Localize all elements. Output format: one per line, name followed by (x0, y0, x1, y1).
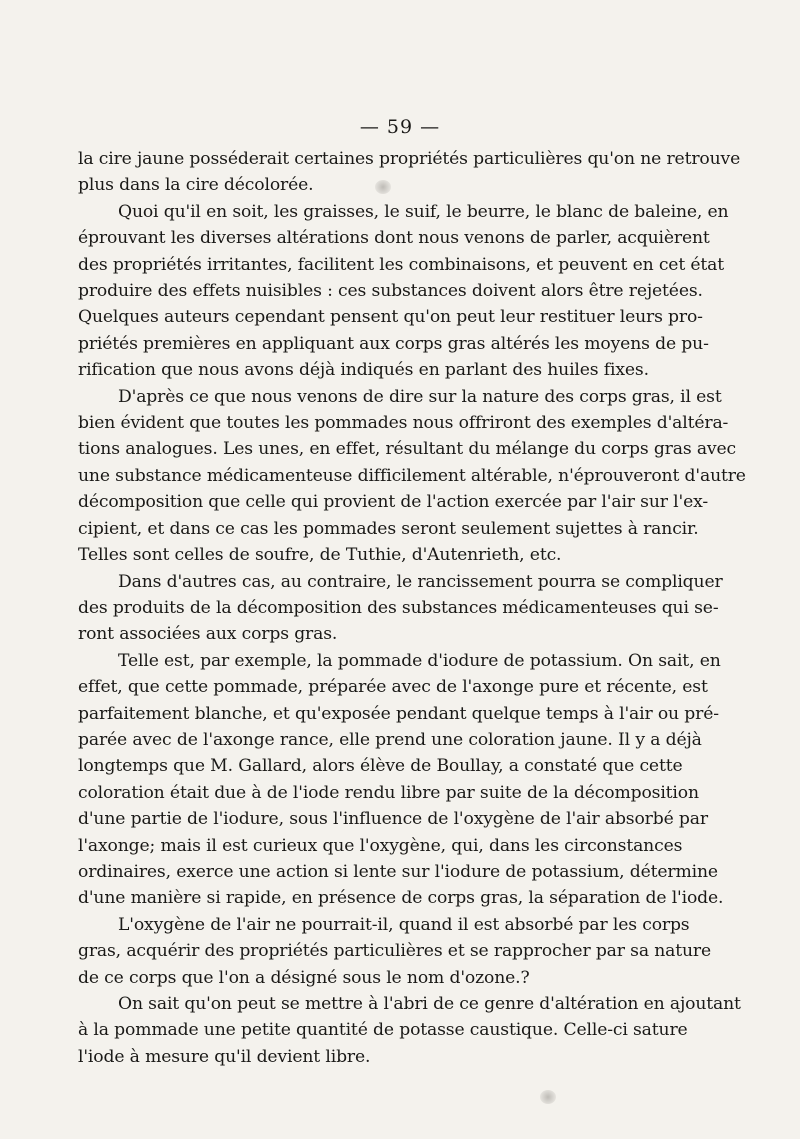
text-line: D'après ce que nous venons de dire sur la nature des corps gras, il est (118, 386, 722, 407)
text-line: produire des effets nuisibles : ces substances doivent alors être rejetées. (78, 281, 703, 302)
text-line: d'une manière si rapide, en présence de corps gras, la séparation de l'iode. (78, 888, 724, 909)
page-number: — 59 — (359, 116, 441, 138)
text-line: éprouvant les diverses altérations dont nous venons de parler, acquièrent (78, 228, 710, 249)
text-line: coloration était due à de l'iode rendu libre par suite de la décomposition (78, 782, 699, 803)
ink-smudge (375, 180, 391, 194)
text-line: des propriétés irritantes, facilitent les combinaisons, et peuvent en cet état (78, 254, 725, 275)
text-line: l'axonge; mais il est curieux que l'oxygène, qui, dans les circonstances (78, 835, 683, 856)
text-line: l'iode à mesure qu'il devient libre. (78, 1046, 371, 1067)
text-line: des produits de la décomposition des substances médicamenteuses qui se- (78, 597, 719, 618)
text-line: ront associées aux corps gras. (78, 624, 338, 645)
text-line: à la pommade une petite quantité de potasse caustique. Celle-ci sature (78, 1020, 688, 1041)
text-line: Telles sont celles de soufre, de Tuthie, d'Autenrieth, etc. (78, 545, 562, 566)
text-line: effet, que cette pommade, préparée avec de l'axonge pure et récente, est (78, 677, 708, 698)
text-line: parfaitement blanche, et qu'exposée pendant quelque temps à l'air ou pré- (78, 703, 719, 724)
text-line: ordinaires, exerce une action si lente sur l'iodure de potassium, détermine (78, 861, 718, 882)
text-line: décomposition que celle qui provient de l'action exercée par l'air sur l'ex- (78, 492, 708, 513)
text-line: une substance médicamenteuse difficilement altérable, n'éprouveront d'autre (78, 465, 746, 486)
text-line: gras, acquérir des propriétés particulières et se rapprocher par sa nature (78, 941, 712, 962)
ink-smudge (540, 1090, 556, 1104)
text-line: Quelques auteurs cependant pensent qu'on peut leur restituer leurs pro- (78, 307, 703, 328)
text-line: parée avec de l'axonge rance, elle prend une coloration jaune. Il y a déjà (78, 729, 702, 750)
text-line: cipient, et dans ce cas les pommades seront seulement sujettes à rancir. (78, 518, 699, 539)
body-text (78, 146, 746, 1070)
text-line: Dans d'autres cas, au contraire, le rancissement pourra se compliquer (118, 571, 723, 592)
text-line: la cire jaune posséderait certaines propriétés particulières qu'on ne retrouve (78, 149, 741, 169)
text-line: priétés premières en appliquant aux corps gras altérés les moyens de pu- (78, 333, 709, 354)
text-line: On sait qu'on peut se mettre à l'abri de ce genre d'altération en ajoutant (118, 994, 741, 1014)
text-line: L'oxygène de l'air ne pourrait-il, quand il est absorbé par les corps (118, 914, 690, 935)
text-line: tions analogues. Les unes, en effet, résultant du mélange du corps gras avec (78, 439, 736, 460)
text-line: d'une partie de l'iodure, sous l'influence de l'oxygène de l'air absorbé par (78, 809, 708, 830)
text-line: de ce corps que l'on a désigné sous le nom d'ozone.? (78, 967, 530, 988)
text-line: rification que nous avons déjà indiqués en parlant des huiles fixes. (78, 360, 649, 381)
text-line: Telle est, par exemple, la pommade d'iodure de potassium. On sait, en (118, 650, 721, 671)
text-line: longtemps que M. Gallard, alors élève de Boullay, a constaté que cette (78, 756, 683, 777)
text-line: Quoi qu'il en soit, les graisses, le suif, le beurre, le blanc de baleine, en (118, 201, 729, 222)
text-line: plus dans la cire décolorée. (78, 175, 314, 196)
text-line: bien évident que toutes les pommades nous offriront des exemples d'altéra- (78, 413, 729, 434)
